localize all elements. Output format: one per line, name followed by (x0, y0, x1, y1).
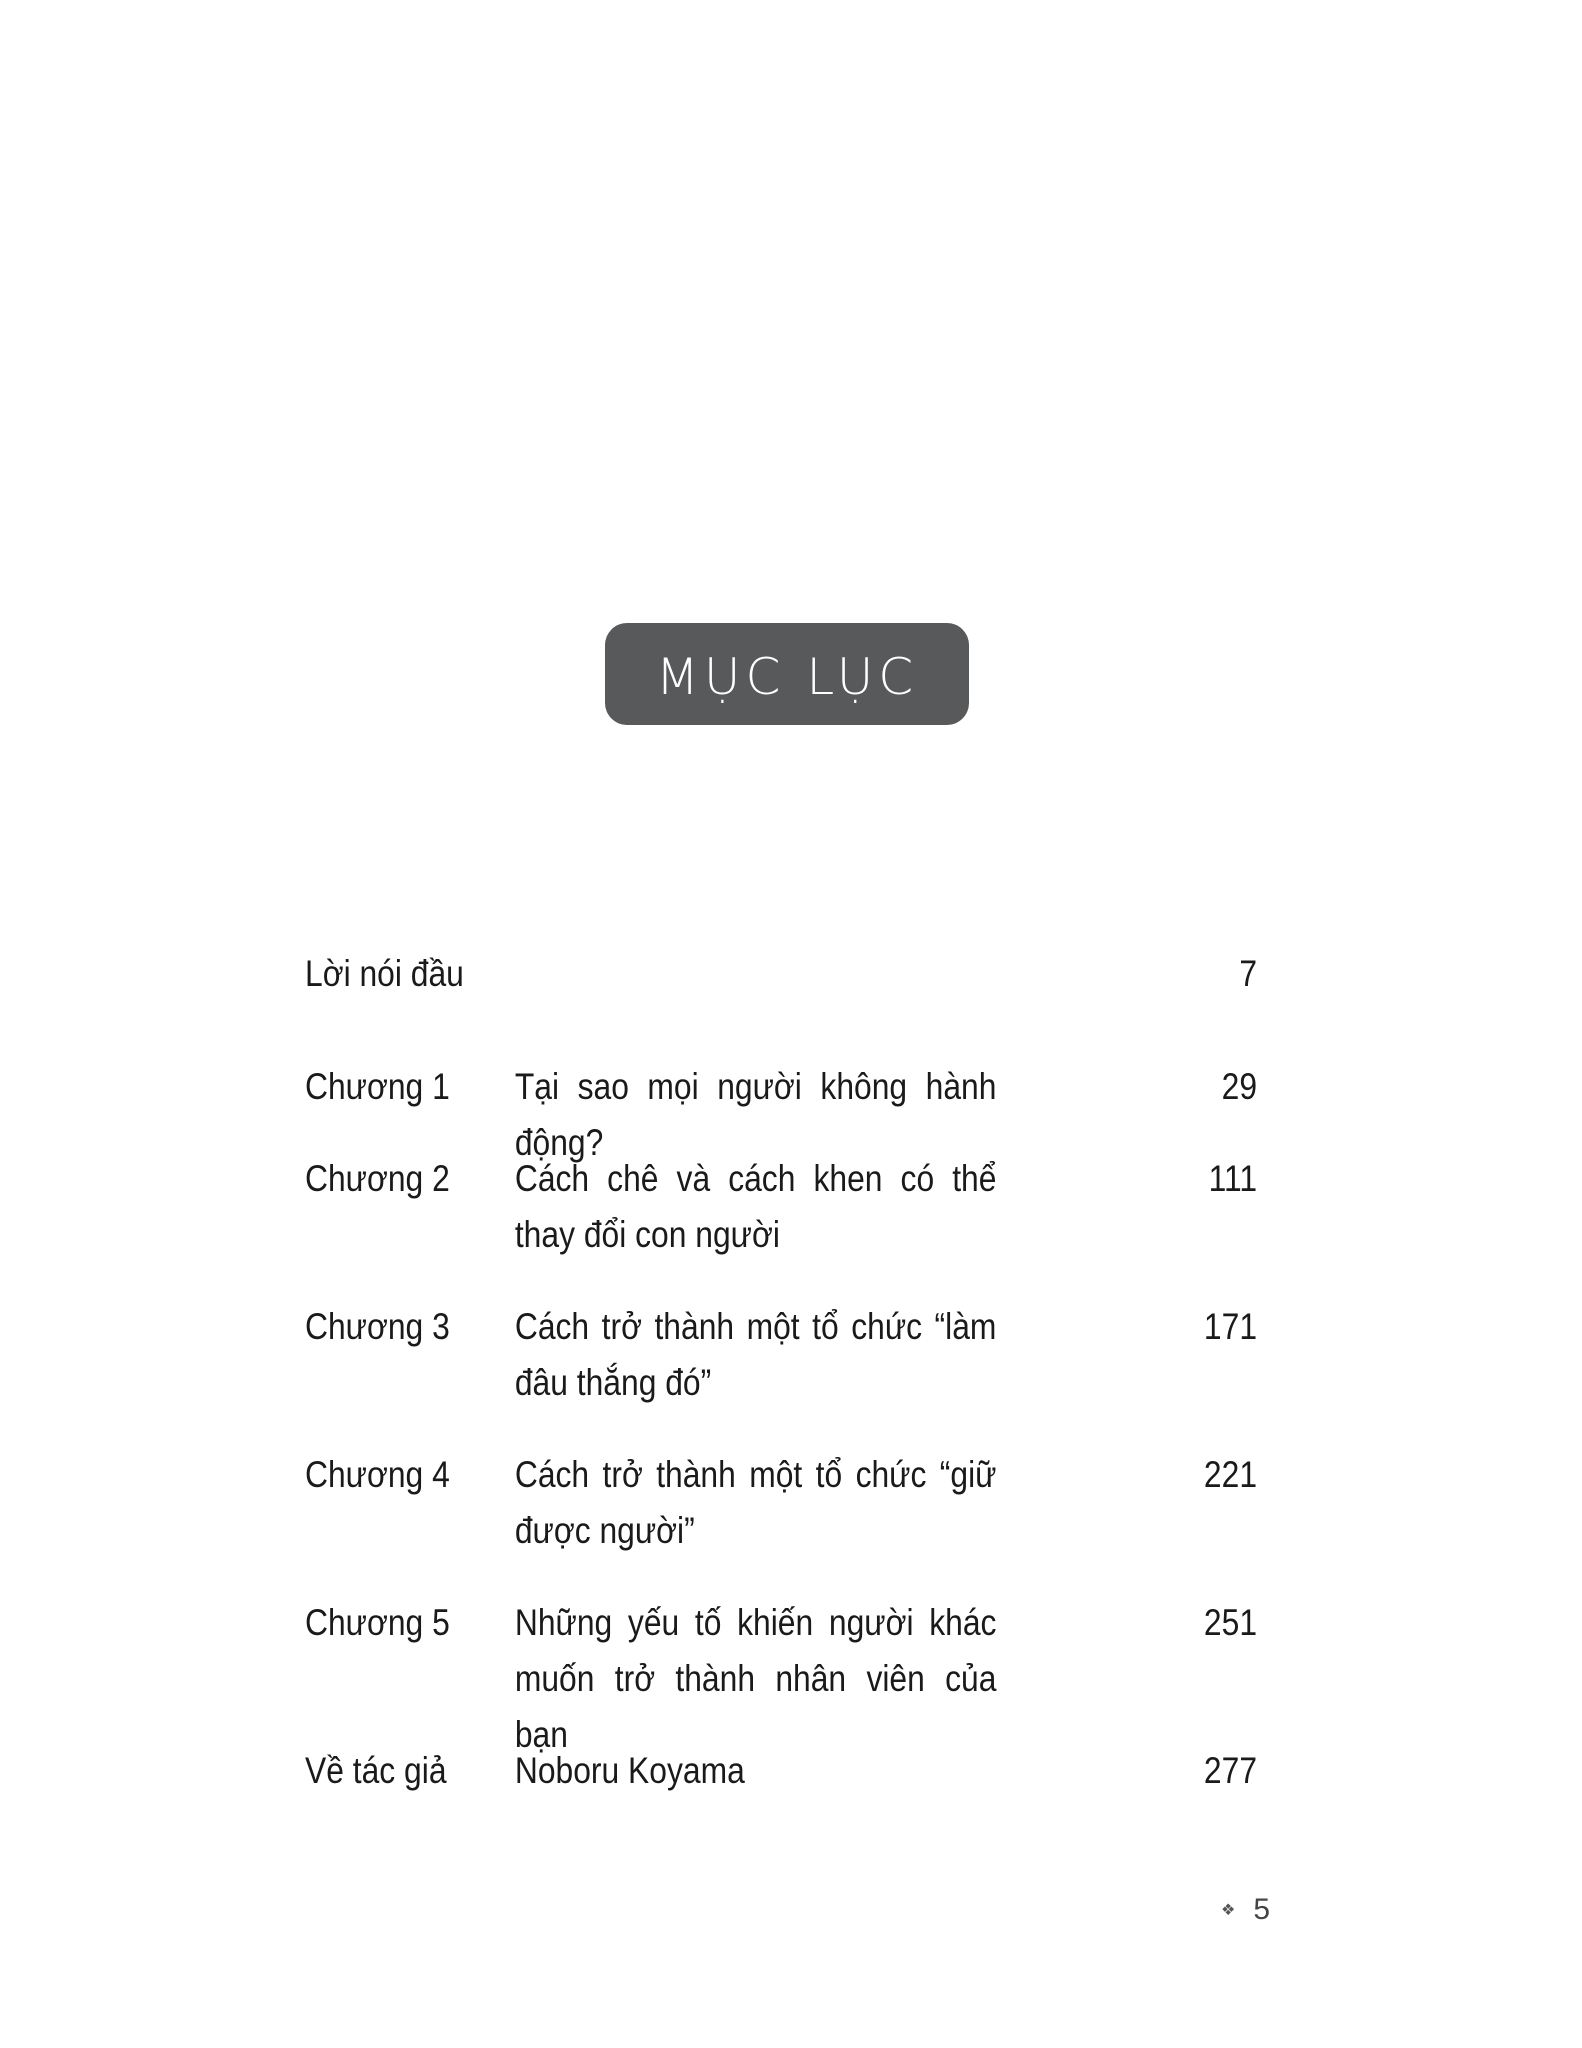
toc-entry-title: Cách trở thành một tổ chức “làm đâu thắng đó” (514, 1306, 997, 1403)
page-title: MỤC LỤC (655, 648, 919, 706)
toc-entry-title: Tại sao mọi người không hành động? (514, 1066, 997, 1163)
toc-entry-page: 29 (1221, 1066, 1258, 1107)
toc-entry-page: 277 (1203, 1750, 1258, 1791)
toc-entry-label: Chương 1 (305, 1066, 450, 1107)
page-footer (1221, 1893, 1270, 1927)
toc-entry-page: 111 (1208, 1158, 1258, 1199)
toc-entry-title: Cách chê và cách khen có thể thay đổi con người (514, 1158, 997, 1255)
toc-entry-label: Chương 5 (305, 1602, 450, 1643)
toc-entry-title: Những yếu tố khiến người khác muốn trở thành nhân viên của bạn (514, 1602, 997, 1755)
toc-entry-label: Lời nói đầu (305, 953, 464, 994)
toc-entry-label: Chương 4 (305, 1454, 450, 1495)
toc-entry-page: 221 (1203, 1454, 1258, 1495)
toc-entry-title: Cách trở thành một tổ chức “giữ được người” (514, 1454, 997, 1551)
toc-entry-label: Chương 2 (305, 1158, 450, 1199)
toc-entry-page: 251 (1203, 1602, 1258, 1643)
toc-entry-page: 171 (1203, 1306, 1258, 1347)
toc-entry-label: Về tác giả (305, 1750, 447, 1791)
toc-entry-label: Chương 3 (305, 1306, 450, 1347)
page-number: 5 (1253, 1893, 1270, 1926)
toc-entry-page: 7 (1239, 953, 1258, 994)
toc-entry-title: Noboru Koyama (514, 1750, 745, 1791)
ornament-icon: ❖ (1220, 1902, 1236, 1919)
toc-heading-badge (605, 623, 969, 725)
